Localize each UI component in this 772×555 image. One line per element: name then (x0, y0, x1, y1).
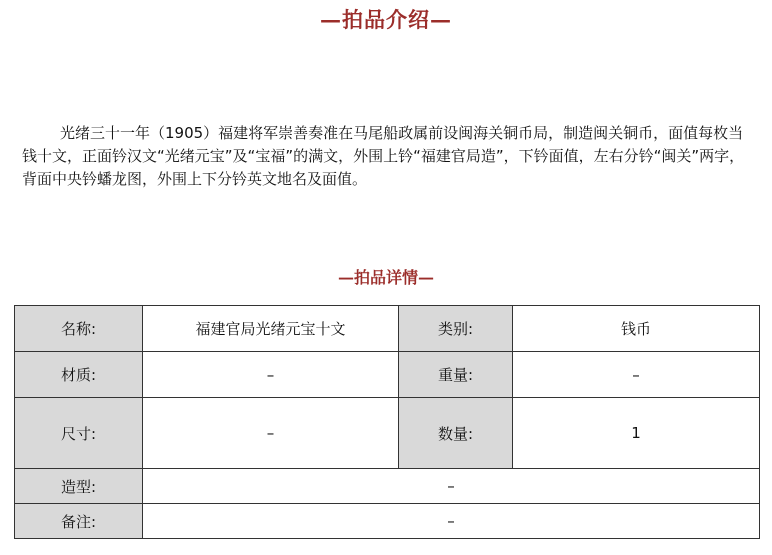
details-title: —拍品详情— (337, 268, 434, 287)
category-value: 钱币 (513, 306, 760, 352)
weight-label: 重量: (399, 352, 513, 398)
name-label: 名称: (15, 306, 143, 352)
name-value: 福建官局光绪元宝十文 (143, 306, 399, 352)
shape-label: 造型: (15, 469, 143, 504)
notes-label: 备注: (15, 504, 143, 539)
notes-value: – (143, 504, 760, 539)
size-value: – (143, 398, 399, 469)
table-row (15, 398, 760, 469)
intro-description: 光绪三十一年（1905）福建将军崇善奏准在马尾船政属前设闽海关铜币局，制造闽关铜币，面值每枚当钱十文，正面钤汉文“光绪元宝”及“宝福”的满文，外围上钤“福建官局造”，下钤面值，左右分钤“闽关”两字，背面中央钤蟠龙图，外围上下分钤英文地名及面值。 (22, 124, 745, 188)
table-row (15, 352, 760, 398)
details-table (14, 305, 760, 539)
quantity-value: 1 (513, 398, 760, 469)
weight-value: – (513, 352, 760, 398)
size-label: 尺寸: (15, 398, 143, 469)
material-label: 材质: (15, 352, 143, 398)
table-row (15, 469, 760, 504)
intro-title: —拍品介绍— (320, 7, 452, 32)
table-row (15, 306, 760, 352)
shape-value: – (143, 469, 760, 504)
table-row (15, 504, 760, 539)
quantity-label: 数量: (399, 398, 513, 469)
material-value: – (143, 352, 399, 398)
category-label: 类别: (399, 306, 513, 352)
